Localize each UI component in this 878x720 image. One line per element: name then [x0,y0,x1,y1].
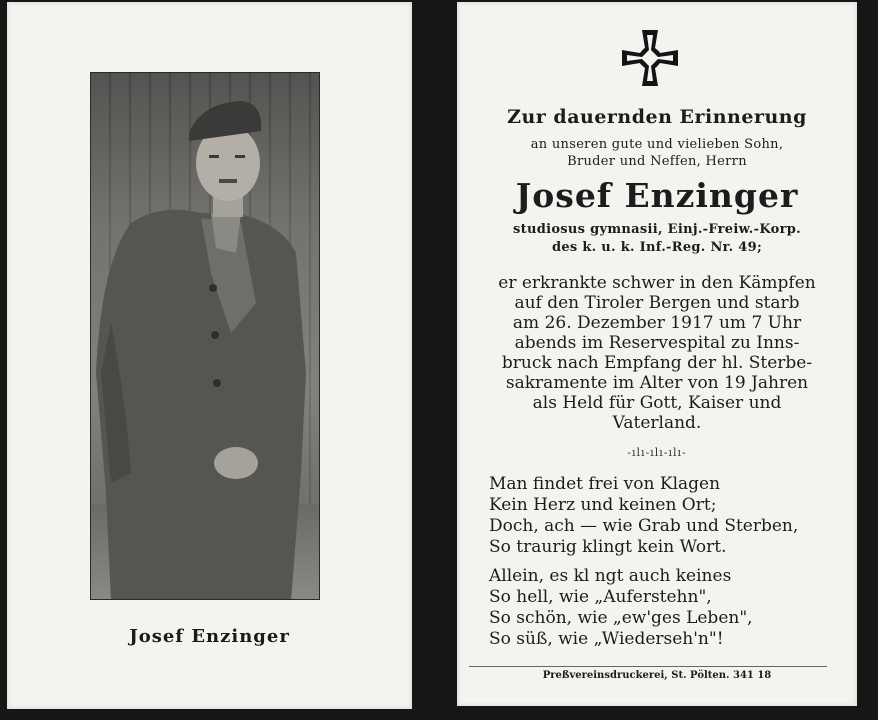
poem-line: So schön, wie „ew'ges Leben", [489,608,753,628]
iron-cross-icon [620,28,680,88]
printer-footer: Preßvereinsdruckerei, St. Pölten. 341 18 [542,670,772,681]
soldier-portrait-photo [90,72,320,600]
portrait-caption: Josef Enzinger [129,626,290,647]
intro-line: Bruder und Neffen, Herrn [567,154,747,169]
memorial-text-card [457,2,857,706]
body-line: abends im Reservespital zu Inns- [514,333,800,353]
body-line: auf den Tiroler Bergen und starb [514,293,800,313]
ornament-divider: -ılı-ılı-ılı- [627,446,687,459]
deceased-name: Josef Enzinger [515,176,799,215]
rank-line: des k. u. k. Inf.-Reg. Nr. 49; [551,240,763,255]
footer-divider [469,666,827,667]
portrait-card [7,2,412,709]
body-line: Vaterland. [612,413,702,433]
poem-line: So traurig klingt kein Wort. [489,537,727,557]
body-line: bruck nach Empfang der hl. Sterbe- [501,353,813,373]
poem-line: Allein, es kl ngt auch keines [489,566,732,586]
intro-line: an unseren gute und vielieben Sohn, [530,137,784,152]
soldier-figure [91,73,320,600]
poem-line: Doch, ach — wie Grab und Sterben, [489,516,799,536]
poem-line: So hell, wie „Auferstehn", [489,587,712,607]
poem-line: Kein Herz und keinen Ort; [489,495,717,515]
body-line: er erkrankte schwer in den Kämpfen [498,273,816,293]
rank-line: studiosus gymnasii, Einj.-Freiw.-Korp. [513,222,801,237]
body-line: sakramente im Alter von 19 Jahren [505,373,809,393]
poem-line: Man findet frei von Klagen [489,474,721,494]
body-line: als Held für Gott, Kaiser und [532,393,782,413]
memorial-heading: Zur dauernden Erinnerung [507,106,807,128]
poem-line: So süß, wie „Wiederseh'n"! [489,629,724,649]
body-line: am 26. Dezember 1917 um 7 Uhr [512,313,802,333]
